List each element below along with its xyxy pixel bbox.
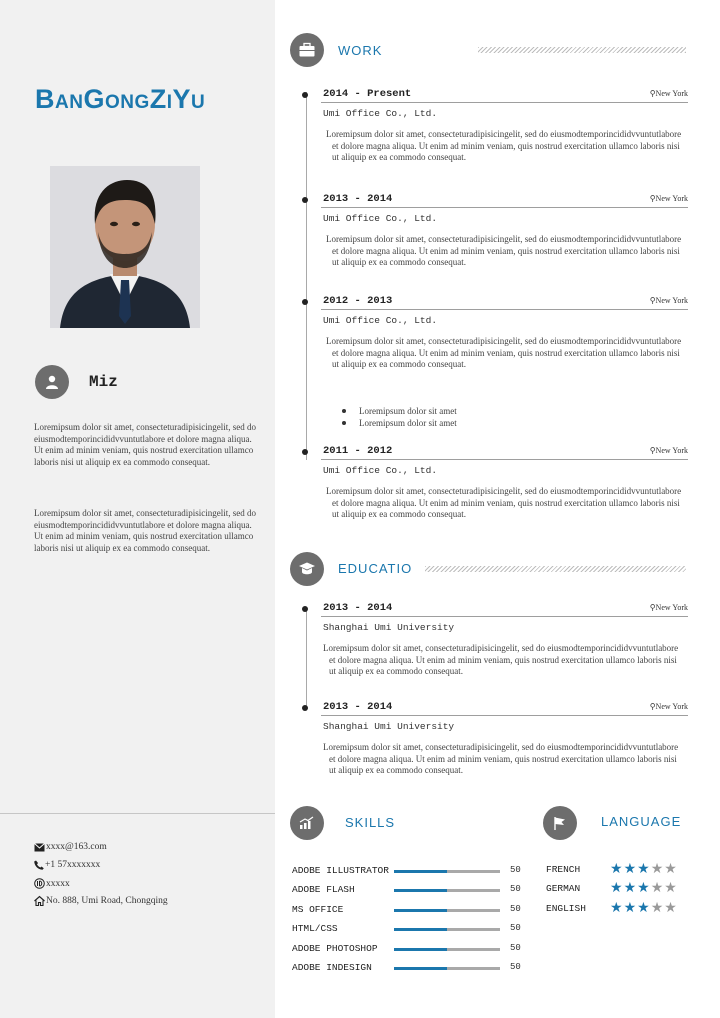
entry-description (326, 129, 688, 164)
bullet-item: Loremipsum dolor sit amet (342, 405, 457, 417)
description-text: Loremipsum dolor sit amet, consecteturadipisicingelit, sed do eiusmodtemporincididvvuntutlabore et dolore magna aliqua. Ut enim ad minim veniam, quis nostrud exercitation ullamco laboris nisi ut aliquip ex ea commodo consequat. (326, 234, 682, 267)
briefcase-icon (290, 33, 324, 67)
entry-bullets (342, 405, 457, 429)
address-text: No. 888, Umi Road, Chongqing (46, 896, 168, 906)
entry-rule (321, 459, 688, 460)
star-filled-icon: ★ (610, 899, 624, 916)
star-rating (610, 861, 678, 877)
entry-date: 2013 - 2014 (323, 701, 393, 713)
entry-company: Umi Office Co., Ltd. (323, 108, 438, 119)
section-pattern (478, 47, 686, 53)
skill-row (292, 923, 532, 935)
entry-location (650, 194, 688, 203)
skill-bar (394, 948, 500, 951)
location-text: New York (655, 296, 688, 305)
person-icon (35, 365, 69, 399)
entry-location (650, 446, 688, 455)
timeline-dot (302, 92, 308, 98)
bar-chart-icon (290, 806, 324, 840)
skill-name: HTML/CSS (292, 923, 338, 935)
section-pattern (425, 566, 686, 572)
location-pin-icon: ⚲ (649, 194, 656, 203)
divider (0, 813, 275, 814)
profile-paragraph: Loremipsum dolor sit amet, consecteturadipisicingelit, sed do eiusmodtemporincididvvuntutlabore et dolore magna aliqua. Ut enim ad minim veniam, quis nostrud exercitation ullamco laboris nisi ut aliquip ex ea commodo consequat. (34, 508, 256, 553)
skill-value: 50 (510, 962, 521, 972)
star-filled-icon: ★ (623, 899, 638, 916)
language-name: ENGLISH (546, 902, 586, 914)
skill-name: ADOBE FLASH (292, 884, 355, 896)
description-text: Loremipsum dolor sit amet, consecteturadipisicingelit, sed do eiusmodtemporincididvvuntutlabore et dolore magna aliqua. Ut enim ad minim veniam, quis nostrud exercitation ullamco laboris nisi ut aliquip ex ea commodo consequat. (323, 742, 679, 775)
graduation-cap-icon (290, 552, 324, 586)
location-text: New York (655, 603, 688, 612)
profile-paragraph: Loremipsum dolor sit amet, consecteturadipisicingelit, sed do eiusmodtemporincididvvuntutlabore et dolore magna aliqua. Ut enim ad minim veniam, quis nostrud exercitation ullamco laboris nisi ut aliquip ex ea commodo consequat. (34, 422, 256, 467)
skill-row (292, 865, 532, 877)
contact-email (34, 842, 107, 852)
skill-name: ADOBE PHOTOSHOP (292, 942, 378, 954)
entry-description (326, 486, 688, 521)
location-pin-icon: ⚲ (649, 603, 656, 612)
entry-description (326, 336, 688, 371)
star-empty-icon: ★ (664, 880, 678, 897)
location-text: New York (655, 89, 688, 98)
star-empty-icon: ★ (650, 861, 665, 877)
skill-name: ADOBE INDESIGN (292, 962, 372, 973)
skill-value: 50 (510, 865, 521, 875)
description-text: Loremipsum dolor sit amet, consecteturadipisicingelit, sed do eiusmodtemporincididvvuntutlabore et dolore magna aliqua. Ut enim ad minim veniam, quis nostrud exercitation ullamco laboris nisi ut aliquip ex ea commodo consequat. (326, 336, 682, 369)
id-text: xxxxx (46, 878, 70, 889)
skill-value: 50 (510, 923, 521, 934)
entry-rule (321, 207, 688, 208)
language-row (546, 863, 696, 877)
description-text: Loremipsum dolor sit amet, consecteturadipisicingelit, sed do eiusmodtemporincididvvuntutlabore et dolore magna aliqua. Ut enim ad minim veniam, quis nostrud exercitation ullamco laboris nisi ut aliquip ex ea commodo consequat. (326, 129, 682, 162)
star-filled-icon: ★ (623, 861, 638, 877)
entry-school: Shanghai Umi University (323, 622, 455, 633)
mail-icon (34, 843, 45, 852)
entry-description (323, 643, 685, 678)
work-entry (302, 445, 688, 525)
skill-row (292, 884, 532, 896)
education-entry (302, 701, 688, 781)
email-text: xxxx@163.com (46, 842, 107, 852)
star-empty-icon: ★ (664, 861, 678, 877)
bullet-item: Loremipsum dolor sit amet (342, 417, 457, 429)
entry-company: Umi Office Co., Ltd. (323, 315, 438, 326)
skill-value: 50 (510, 884, 521, 895)
skill-bar (394, 967, 500, 970)
location-pin-icon: ⚲ (649, 446, 656, 455)
language-row (546, 899, 696, 916)
entry-location (650, 702, 688, 711)
contact-address (34, 896, 168, 906)
skill-bar-fill (394, 948, 447, 951)
language-title: LANGUAGE (601, 814, 682, 829)
entry-date: 2011 - 2012 (323, 445, 393, 457)
description-text: Loremipsum dolor sit amet, consecteturadipisicingelit, sed do eiusmodtemporincididvvuntutlabore et dolore magna aliqua. Ut enim ad minim veniam, quis nostrud exercitation ullamco laboris nisi ut aliquip ex ea commodo consequat. (323, 643, 679, 676)
language-name: GERMAN (546, 883, 581, 895)
entry-location (650, 296, 688, 305)
star-filled-icon: ★ (637, 880, 651, 897)
entry-location (650, 89, 688, 98)
skill-name: ADOBE ILLUSTRATOR (292, 865, 389, 876)
skill-bar (394, 909, 500, 912)
entry-date: 2012 - 2013 (323, 295, 393, 307)
star-rating (610, 880, 678, 896)
skill-row (292, 962, 532, 974)
entry-rule (321, 309, 688, 310)
skill-bar (394, 889, 500, 892)
brand-name: BanGongZiYu (35, 84, 206, 114)
skills-title: SKILLS (345, 815, 396, 830)
entry-rule (321, 102, 688, 103)
work-entry (302, 295, 688, 375)
location-pin-icon: ⚲ (649, 89, 656, 98)
entry-date: 2014 - Present (323, 88, 412, 100)
star-filled-icon: ★ (610, 880, 624, 897)
profile-name: Miz (89, 373, 118, 391)
entry-company: Umi Office Co., Ltd. (323, 465, 438, 476)
location-text: New York (655, 702, 688, 711)
timeline-dot (302, 449, 308, 455)
entry-school: Shanghai Umi University (323, 721, 455, 732)
entry-date: 2013 - 2014 (323, 602, 393, 614)
work-entry (302, 193, 688, 273)
entry-description (326, 234, 688, 269)
contact-id (34, 878, 70, 889)
timeline-dot (302, 299, 308, 305)
star-empty-icon: ★ (664, 899, 678, 916)
entry-location (650, 603, 688, 612)
timeline-dot (302, 606, 308, 612)
star-filled-icon: ★ (610, 861, 624, 877)
education-title: EDUCATIO (338, 561, 413, 576)
timeline-dot (302, 705, 308, 711)
education-entry (302, 602, 688, 682)
skill-name: MS OFFICE (292, 903, 344, 915)
star-filled-icon: ★ (637, 861, 651, 877)
star-filled-icon: ★ (623, 880, 638, 897)
avatar (50, 166, 200, 328)
flag-icon (543, 806, 577, 840)
id-icon (34, 878, 45, 889)
entry-description (323, 742, 685, 777)
skill-bar-fill (394, 967, 447, 970)
language-name: FRENCH (546, 864, 581, 875)
entry-company: Umi Office Co., Ltd. (323, 213, 438, 224)
skill-bar-fill (394, 928, 447, 931)
work-entry (302, 88, 688, 168)
skill-value: 50 (510, 942, 521, 953)
entry-date: 2013 - 2014 (323, 193, 393, 205)
description-text: Loremipsum dolor sit amet, consecteturadipisicingelit, sed do eiusmodtemporincididvvuntutlabore et dolore magna aliqua. Ut enim ad minim veniam, quis nostrud exercitation ullamco laboris nisi ut aliquip ex ea commodo consequat. (326, 486, 682, 519)
skill-row (292, 943, 532, 955)
skill-bar-fill (394, 909, 447, 912)
work-title: WORK (338, 43, 383, 58)
location-text: New York (655, 194, 688, 203)
skill-bar (394, 870, 500, 873)
phone-icon (34, 860, 44, 870)
contact-phone (34, 860, 100, 870)
skill-bar-fill (394, 870, 447, 873)
timeline-dot (302, 197, 308, 203)
star-filled-icon: ★ (637, 899, 651, 916)
language-row (546, 882, 696, 896)
entry-rule (321, 616, 688, 617)
location-pin-icon: ⚲ (649, 702, 656, 711)
star-rating (610, 900, 678, 916)
location-pin-icon: ⚲ (649, 296, 656, 305)
home-icon (34, 896, 45, 906)
location-text: New York (655, 446, 688, 455)
skill-bar (394, 928, 500, 931)
profile-photo (50, 166, 200, 328)
star-empty-icon: ★ (650, 899, 665, 916)
skill-bar-fill (394, 889, 447, 892)
entry-rule (321, 715, 688, 716)
star-empty-icon: ★ (650, 880, 665, 897)
phone-text: +1 57xxxxxxx (45, 860, 101, 870)
skill-value: 50 (510, 903, 521, 914)
skill-row (292, 904, 532, 916)
